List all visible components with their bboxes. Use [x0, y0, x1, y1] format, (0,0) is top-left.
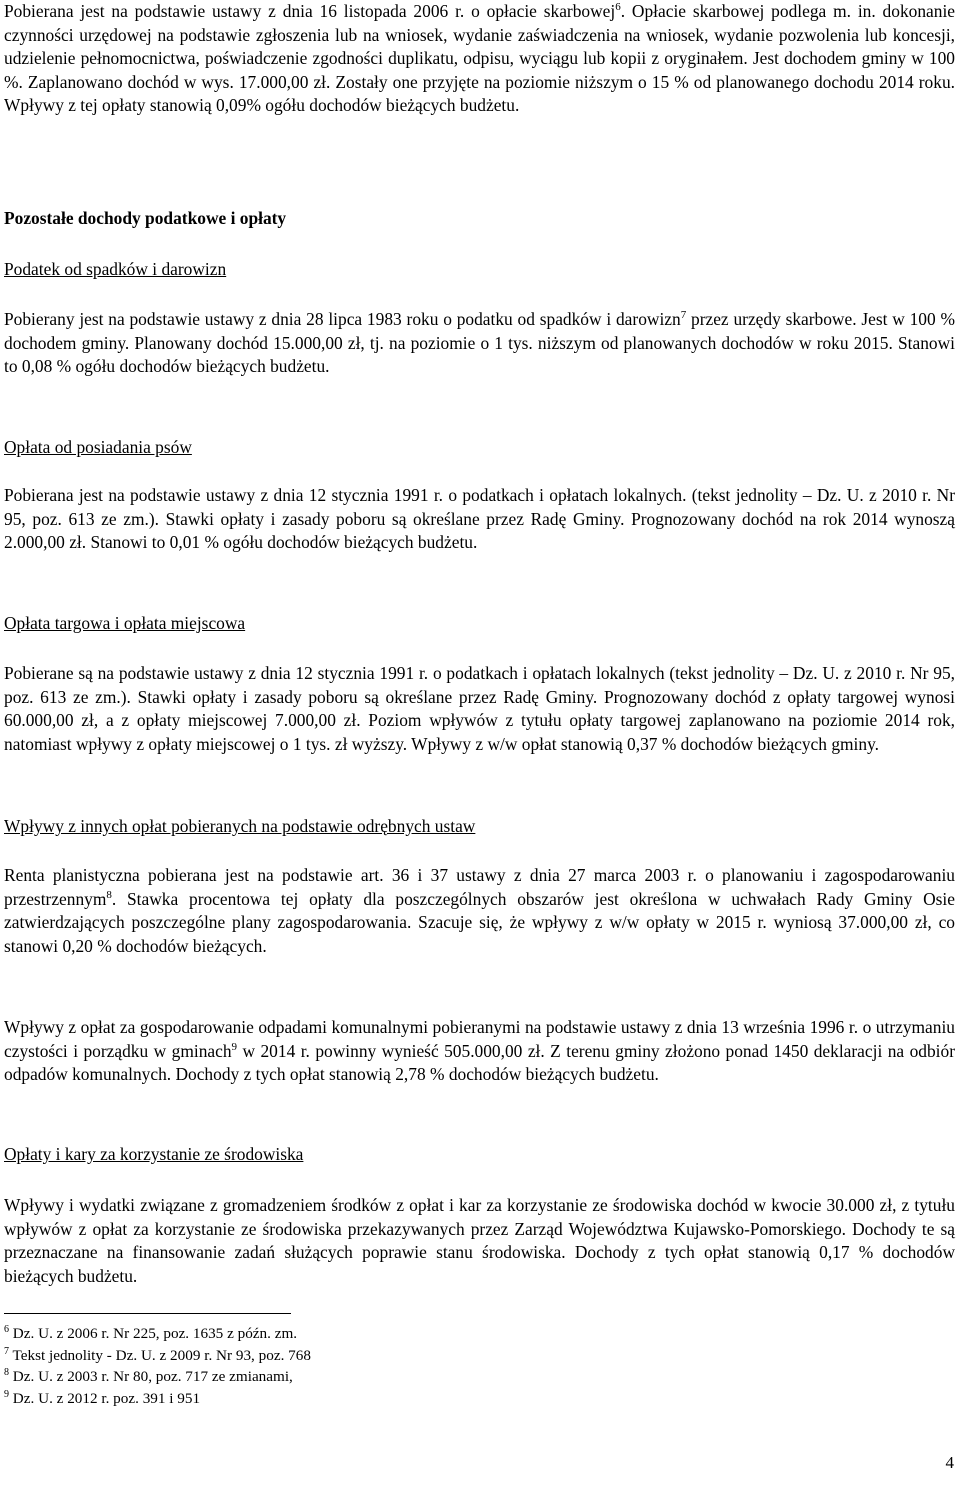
footnotes — [4, 1323, 604, 1409]
page-number: 4 — [945, 1453, 954, 1472]
subsection-heading-srodowisko: Opłaty i kary za korzystanie ze środowiska — [4, 1144, 304, 1164]
paragraph-text: Pobierana jest na podstawie ustawy z dnia 16 listopada 2006 r. o opłacie skarbowej — [4, 1, 616, 21]
footnote-text: Tekst jednolity - Dz. U. z 2009 r. Nr 93, poz. 768 — [9, 1346, 311, 1364]
footnote-item — [4, 1323, 604, 1345]
footnote-number: 8 — [4, 1366, 9, 1378]
paragraph-psy: Pobierana jest na podstawie ustawy z dnia 12 stycznia 1991 r. o podatkach i opłatach lokalnych. (tekst jednolity – Dz. U. z 2010 r. Nr 95, poz. 613 ze zm.). Stawki opłaty i zasady poboru są określane przez Radę Gminy. Prognozowany dochód na rok 2014 wynoszą 2.000,00 zł. Stanowi to 0,01 % ogółu dochodów bieżących budżetu. — [4, 485, 955, 553]
footnote-separator — [4, 1313, 291, 1314]
paragraph-text: Renta planistyczna pobierana jest na podstawie art. 36 i 37 ustawy z dnia 27 marca 2003 r. o planowaniu i zagospodarowaniu przestrzennym — [4, 865, 955, 909]
footnote-text: Dz. U. z 2003 r. Nr 80, poz. 717 ze zmianami, — [9, 1368, 293, 1385]
footnote-text: Dz. U. z 2012 r. poz. 391 i 951 — [9, 1389, 201, 1407]
paragraph-odpady — [4, 1016, 955, 1087]
footnote-number: 7 — [4, 1345, 9, 1357]
subsection-heading-spadki: Podatek od spadków i darowizn — [4, 259, 227, 279]
footnote-text: Dz. U. z 2006 r. Nr 225, poz. 1635 z późn. zm. — [9, 1325, 298, 1342]
paragraph-text: . Stawka procentowa tej opłaty dla poszczególnych obszarów jest określona w uchwałach Rady Gminy Osie zatwierdzających poszczególne plany zagospodarowania. Szacuje się, że wpływy z w/w opłaty w 2015 r. wyniosą 37.000,00 zł, co stanowi 0,20 % dochodów bieżących. — [4, 888, 955, 956]
paragraph-text: Wpływy z opłat za gospodarowanie odpadami komunalnymi pobieranymi na podstawie ustawy z dnia 13 września 1996 r. o utrzymaniu czystości i porządku w gminach — [4, 1017, 955, 1061]
subsection-heading-inne-oplaty: Wpływy z innych opłat pobieranych na podstawie odrębnych ustaw — [4, 816, 476, 836]
footnote-item — [4, 1366, 604, 1388]
footnote-ref: 7 — [680, 309, 687, 322]
paragraph-text: . Opłacie skarbowej podlega m. in. dokonanie czynności urzędowej na podstawie zgłoszenia lub na wniosek, wydanie zaświadczenia na wniosek, wydanie pozwolenia lub koncesji, udzielenie pełnomocnictwa, poświadczenie zgodności duplikatu, odpisu, wyciągu lub kopii z oryginałem. Jest dochodem gminy w 100 %. Zaplanowano dochód w wys. 17.000,00 zł. Zostały one przyjęte na poziomie niższym o 15 % od planowanego dochodu 2014 roku. Wpływy z tej opłaty stanowią 0,09% ogółu dochodów bieżących budżetu. — [4, 1, 955, 116]
paragraph-renta-planistyczna — [4, 864, 955, 958]
paragraph-text: przez urzędy skarbowe. Jest w 100 % dochodem gminy. Planowany dochód 15.000,00 zł, tj. na poziomie o 1 tys. niższym od planowanych dochodów w roku 2015. Stanowi to 0,08 % ogółu dochodów bieżących budżetu. — [4, 309, 955, 377]
footnote-number: 9 — [4, 1388, 9, 1400]
section-heading: Pozostałe dochody podatkowe i opłaty — [4, 208, 287, 228]
subsection-heading-targowa: Opłata targowa i opłata miejscowa — [4, 613, 246, 633]
paragraph-srodowisko: Wpływy i wydatki związane z gromadzeniem środków z opłat i kar za korzystanie ze środowiska dochód w kwocie 30.000 zł, z tytułu wpływów z opłat za korzystanie ze środowiska przekazywanych przez Zarząd Województwa Kujawsko-Pomorskiego. Dochody te są przeznaczane na finansowanie zadań służących poprawie stanu środowiska. Dochody z tych opłat stanowią 0,17 % dochodów bieżących budżetu. — [4, 1195, 955, 1286]
footnote-ref: 9 — [231, 1040, 238, 1053]
paragraph-spadki — [4, 308, 955, 379]
footnote-item — [4, 1388, 604, 1410]
paragraph-targowa: Pobierane są na podstawie ustawy z dnia 12 stycznia 1991 r. o podatkach i opłatach lokalnych (tekst jednolity – Dz. U. z 2010 r. Nr 95, poz. 613 ze zm.). Stawki opłaty i zasady poboru są określane przez Radę Gminy. Prognozowany dochód z opłaty targowej wynosi 60.000,00 zł, a z opłaty miejscowej 7.000,00 zł. Poziom wpływów z tytułu opłaty targowej zaplanowano na poziomie 2014 rok, natomiast wpływy z opłaty miejscowej o 1 tys. zł wyższy. Wpływy z w/w opłat stanowią 0,37 % dochodów bieżących gminy. — [4, 663, 955, 754]
footnote-ref: 6 — [615, 1, 621, 14]
footnote-number: 6 — [4, 1323, 9, 1335]
footnote-item — [4, 1345, 604, 1367]
subsection-heading-psy: Opłata od posiadania psów — [4, 437, 192, 457]
footnote-ref: 8 — [106, 888, 112, 901]
paragraph-text: w 2014 r. powinny wynieść 505.000,00 zł. Z terenu gminy złożono ponad 1450 deklaracji na odbiór odpadów komunalnych. Dochody z tych opłat stanowią 2,78 % dochodów bieżących budżetu. — [4, 1040, 955, 1085]
paragraph-oplata-skarbowa — [4, 0, 955, 118]
paragraph-text: Pobierany jest na podstawie ustawy z dnia 28 lipca 1983 roku o podatku od spadków i darowizn — [4, 309, 681, 329]
